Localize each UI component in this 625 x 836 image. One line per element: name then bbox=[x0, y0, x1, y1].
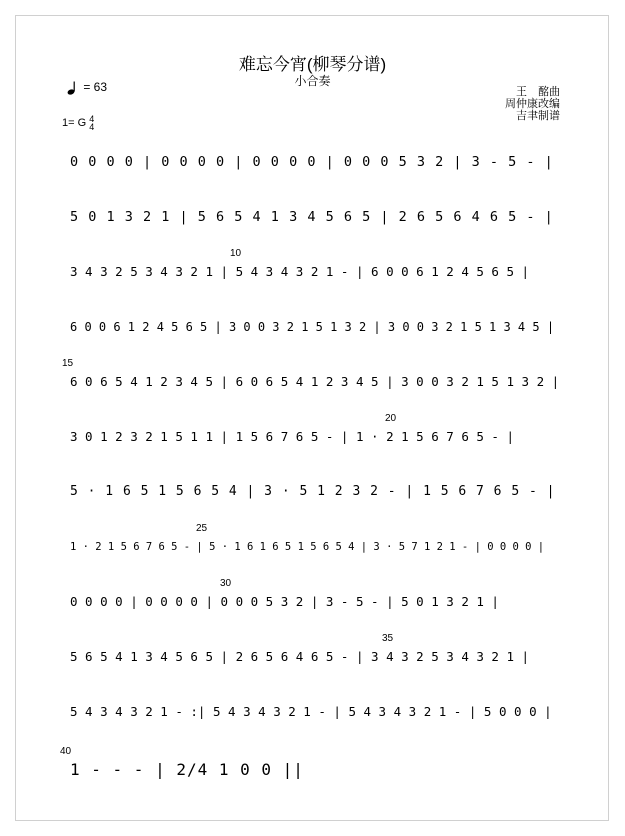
notation-line: 3 0 1 2 3 2 1 5 1 1 | 1 5 6 7 6 5 - | 1 · 2 1 5 6 7 6 5 - | bbox=[70, 429, 515, 444]
score-system bbox=[0, 150, 625, 210]
score-system bbox=[0, 480, 625, 540]
quarter-note-icon bbox=[66, 81, 80, 95]
measure-number: 20 bbox=[385, 413, 397, 424]
measure-number: 15 bbox=[62, 358, 74, 369]
notation-line: 5 0 1 3 2 1 | 5 6 5 4 1 3 4 5 6 5 | 2 6 5 6 4 6 5 - | bbox=[70, 209, 554, 225]
score-system bbox=[0, 248, 625, 320]
notation-line: 1 - - - | 2/4 1 0 0 || bbox=[70, 760, 304, 779]
score-system bbox=[0, 205, 625, 265]
key-signature bbox=[62, 115, 94, 131]
notation-line: 0 0 0 0 | 0 0 0 0 | 0 0 0 5 3 2 | 3 - 5 - | 5 0 1 3 2 1 | bbox=[70, 594, 499, 609]
measure-number: 30 bbox=[220, 578, 232, 589]
score-system bbox=[0, 578, 625, 650]
score-system bbox=[0, 315, 625, 375]
notation-line: 6 0 0 6 1 2 4 5 6 5 | 3 0 0 3 2 1 5 1 3 2 | 3 0 0 3 2 1 5 1 3 4 5 | bbox=[70, 320, 555, 334]
measure-number: 10 bbox=[230, 248, 242, 259]
notation-line: 0 0 0 0 | 0 0 0 0 | 0 0 0 0 | 0 0 0 5 3 2 | 3 - 5 - | bbox=[70, 154, 554, 170]
time-signature bbox=[89, 115, 94, 131]
notation-line: 5 6 5 4 1 3 4 5 6 5 | 2 6 5 6 4 6 5 - | 3 4 3 2 5 3 4 3 2 1 | bbox=[70, 649, 530, 664]
time-sig-top: 4 bbox=[89, 114, 95, 124]
score-system bbox=[0, 413, 625, 485]
notation-line: 5 4 3 4 3 2 1 - :| 5 4 3 4 3 2 1 - | 5 4 3 4 3 2 1 - | 5 0 0 0 | bbox=[70, 704, 552, 719]
credit-transcriber: 吉聿制谱 bbox=[516, 110, 560, 122]
measure-number: 40 bbox=[60, 746, 72, 757]
tempo-marking bbox=[66, 80, 107, 95]
notation-line: 6 0 6 5 4 1 2 3 4 5 | 6 0 6 5 4 1 2 3 4 5 | 3 0 0 3 2 1 5 1 3 2 | bbox=[70, 374, 560, 389]
tempo-value: = 63 bbox=[83, 80, 108, 94]
credits bbox=[505, 86, 560, 122]
notation-line: 3 4 3 2 5 3 4 3 2 1 | 5 4 3 4 3 2 1 - | 6 0 0 6 1 2 4 5 6 5 | bbox=[70, 264, 530, 279]
credit-arranger: 周仲康改编 bbox=[505, 98, 560, 110]
score-title: 难忘今宵(柳琴分谱) bbox=[238, 55, 387, 74]
score-system bbox=[0, 358, 625, 430]
time-sig-bottom: 4 bbox=[89, 122, 95, 132]
score-system bbox=[0, 523, 625, 595]
notation-line: 1 · 2 1 5 6 7 6 5 - | 5 · 1 6 1 6 5 1 5 6 5 4 | 3 · 5 7 1 2 1 - | 0 0 0 0 | bbox=[70, 541, 545, 553]
measure-number: 35 bbox=[382, 633, 394, 644]
notation-line: 5 · 1 6 5 1 5 6 5 4 | 3 · 5 1 2 3 2 - | 1 5 6 7 6 5 - | bbox=[70, 484, 556, 499]
credit-composer: 王 酩曲 bbox=[516, 86, 560, 98]
score-system bbox=[0, 633, 625, 705]
key-label: 1= G bbox=[62, 116, 87, 129]
score-system bbox=[0, 746, 625, 818]
measure-number: 25 bbox=[196, 523, 208, 534]
score-system bbox=[0, 700, 625, 760]
score-subtitle: 小合奏 bbox=[294, 74, 331, 88]
